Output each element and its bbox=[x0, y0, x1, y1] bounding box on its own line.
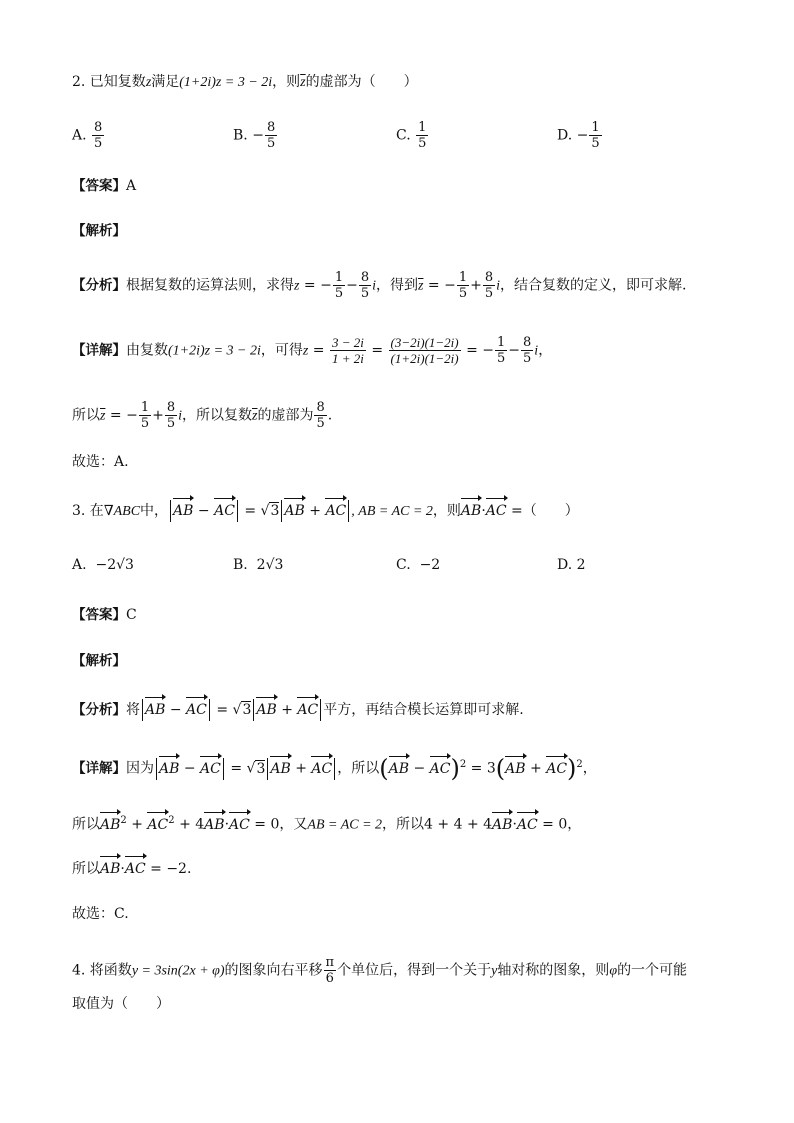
q2-answer: 【答案】A bbox=[72, 178, 137, 194]
q3-option-c: C. −2 bbox=[396, 557, 441, 573]
q2-option-b: B. − $\frac{8}{5}$ bbox=[233, 120, 276, 151]
q3-fenxi: 【分析】将 AB − AC = √3 AB + AC 平方，再结合模长运算即可求解. bbox=[72, 699, 524, 721]
q3-stem: 3. 在∇ABC中， AB − AC = √3 AB + AC , AB = AC = 2，则AB·AC =（ ） bbox=[72, 500, 579, 522]
q2-conclusion: 所以$\overline{z}$ = − $\frac{1}{5}$ + $\frac{8}{5}$ i，所以复数$\overline{z}$的虚部为 $\frac{8}{5}$ . bbox=[72, 400, 333, 431]
q2-stem: 2. 已知复数z满足(1+2i)z = 3 − 2i，则$\overline{z}$的虚部为（ ） bbox=[72, 74, 418, 90]
q4-stem-line2: 取值为（ ） bbox=[72, 996, 170, 1012]
q3-xiangjie: 【详解】因为 AB − AC = √3 AB + AC ，所以(AB − AC)$^2$ = 3(AB + AC)$^2$， bbox=[72, 754, 597, 783]
q3-step-2: 所以AB·AC = −2. bbox=[72, 861, 192, 877]
q2-stem-text: 2. 已知复数 bbox=[72, 74, 146, 90]
q2-analysis-heading: 【解析】 bbox=[72, 223, 126, 239]
q3-answer: 【答案】C bbox=[72, 607, 137, 623]
q2-stem-text-3: ，则 bbox=[272, 74, 301, 90]
q2-fenxi: 【分析】根据复数的运算法则，求得z = − $\frac{1}{5}$ − $\frac{8}{5}$ i，得到$\overline{z}$ = − $\frac{1}{5}$ + $\frac{8}{5}$ i，结合复数的定义，即可求解. bbox=[72, 270, 687, 301]
q4-stem: 4. 将函数y = 3sin(2x + φ)的图象向右平移 $\frac{\pi}{6}$ 个单位后，得到一个关于y轴对称的图象，则φ的一个可能 bbox=[72, 955, 688, 986]
q2-stem-text-2: 满足 bbox=[151, 74, 180, 90]
q2-option-d: D. − $\frac{1}{5}$ bbox=[557, 120, 600, 151]
q2-xiangjie: 【详解】由复数(1+2i)z = 3 − 2i，可得z = $\frac{3 - 2i}{1 + 2i}$ = $\frac{(3-2i)(1-2i)}{(1+2i)(1-2i)}$ = − $\frac{1}{5}$ − $\frac{8}{5}$ i， bbox=[72, 335, 553, 366]
q3-option-b: B. 2√3 bbox=[233, 557, 284, 573]
q3-step-1: 所以$AB^2 + AC^2 + 4AB\cdot AC = 0$，又AB = AC = 2，所以4 + 4 + 4AB·AC = 0， bbox=[72, 815, 582, 833]
q2-stem-text-4: 的虚部为（ ） bbox=[305, 74, 418, 90]
q2-option-c: C. $\frac{1}{5}$ bbox=[396, 120, 427, 151]
q3-final: 故选：C. bbox=[72, 906, 129, 922]
q2-stem-equation: (1+2i)z = 3 − 2i bbox=[179, 75, 273, 90]
q3-option-a: A. −2√3 bbox=[72, 557, 134, 573]
q2-final: 故选：A. bbox=[72, 454, 129, 470]
q3-option-d: D. 2 bbox=[557, 557, 586, 573]
q2-option-a: A. $\frac{8}{5}$ bbox=[72, 120, 103, 151]
q3-analysis-heading: 【解析】 bbox=[72, 653, 126, 669]
